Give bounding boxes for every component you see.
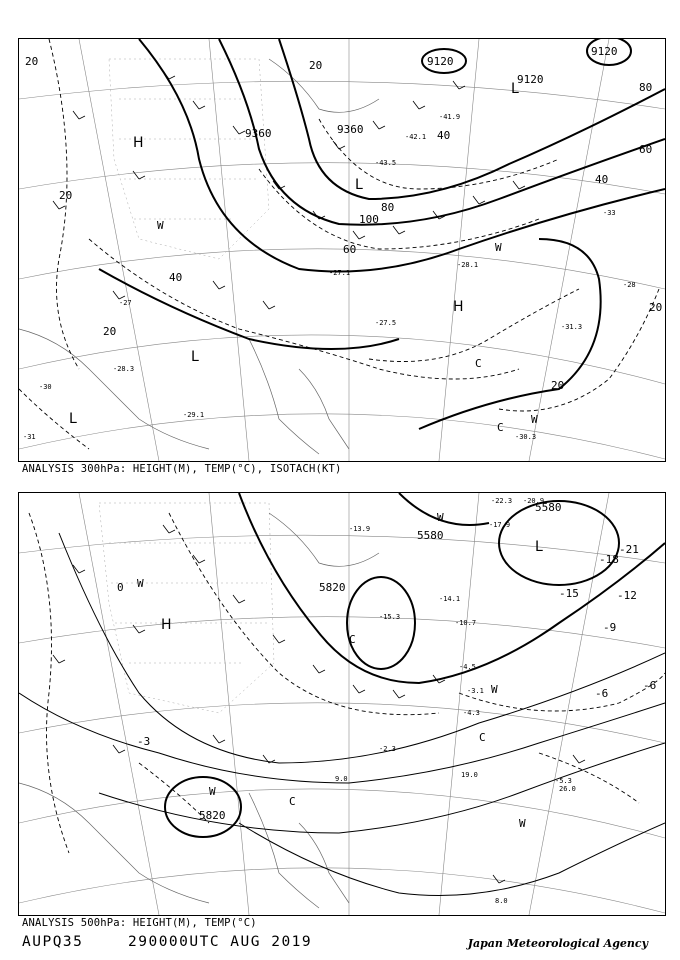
center-w-500-c: W [519, 817, 526, 830]
temp-300-6: -28.3 [113, 365, 135, 373]
wind-barbs-300 [53, 71, 525, 309]
isotherm-label-m9: -9 [603, 621, 617, 634]
isotherm-label-0: 0 [117, 581, 124, 594]
center-w-500-e: W [437, 511, 444, 524]
graticule-300 [19, 39, 665, 461]
temp-500-9: -17.9 [489, 521, 511, 529]
chart-title-500: ANALYSIS 500hPa: HEIGHT(M), TEMP(°C) [22, 917, 257, 929]
height-label-9120-b: 9120 [517, 73, 544, 86]
height-label-5580-b: 5580 [535, 501, 562, 514]
center-w-500-b: W [491, 683, 498, 696]
map-500hpa [18, 492, 666, 916]
temp-500-14: 19.0 [461, 771, 478, 779]
height-contours-500 [165, 493, 665, 837]
graticule-500 [19, 493, 665, 915]
isotherm-label-m15: -15 [559, 587, 579, 600]
wind-barbs-500 [53, 525, 585, 883]
temp-500-11: -2.3 [379, 745, 396, 753]
isotach-label-40-b: 40 [595, 173, 609, 186]
temp-500-5: -5.3 [555, 777, 572, 785]
temp-300-5: -31.3 [561, 323, 583, 331]
temp-500-0: -15.3 [379, 613, 401, 621]
center-w-b: W [495, 241, 502, 254]
center-l-a: L [355, 177, 363, 193]
isotherm-label-m6-b: -6 [595, 687, 609, 700]
temp-500-13: 26.0 [559, 785, 576, 793]
temp-300-12: -27 [119, 299, 132, 307]
isotach-label-20-a: 20 [25, 55, 39, 68]
isotach-label-20-e: 20 [551, 379, 565, 392]
center-w-c: W [531, 413, 538, 426]
hatched-region-500 [99, 503, 274, 713]
isotach-label-80-a: 80 [639, 81, 653, 94]
coastlines-500 [19, 513, 379, 908]
hatched-region-300 [109, 59, 269, 259]
temp-300-9: -43.5 [375, 159, 397, 167]
temp-300-13: -30 [39, 383, 52, 391]
temp-300-11: -28 [623, 281, 636, 289]
temp-dashed-500 [29, 513, 665, 853]
center-l-b: L [191, 349, 199, 365]
temp-500-15: 8.0 [495, 897, 508, 905]
isotach-label-40-c: 40 [169, 271, 183, 284]
center-w-500-d: W [209, 785, 216, 798]
temp-500-7: -22.3 [491, 497, 513, 505]
temp-300-4: -30.3 [515, 433, 537, 441]
temp-500-4: -3.1 [467, 687, 484, 695]
isotach-label-100: 100 [359, 213, 379, 226]
map-500hpa-svg [19, 493, 665, 915]
isotach-label-20-b: 20 [309, 59, 323, 72]
temp-300-10: -33 [603, 209, 616, 217]
isotach-label-40-a: 40 [437, 129, 451, 142]
temp-300-8: -41.9 [439, 113, 461, 121]
center-h-a: H [133, 135, 144, 151]
center-l-d: L [511, 81, 519, 97]
center-l-500: L [535, 539, 543, 555]
height-label-9360-a: 9360 [245, 127, 272, 140]
height-label-9120-c: 9120 [591, 45, 618, 58]
isotherm-label-m3: -3 [137, 735, 151, 748]
chart-title-300: ANALYSIS 300hPa: HEIGHT(M), TEMP(°C), ISOTACH(KT) [22, 463, 342, 475]
isotherm-label-m21: -21 [619, 543, 639, 556]
station-temps-500 [335, 497, 576, 905]
height-label-5820-b: 5820 [319, 581, 346, 594]
temp-500-1: -14.1 [439, 595, 461, 603]
temp-500-6: -4.3 [463, 709, 480, 717]
center-c-500-b: C [479, 731, 486, 744]
temp-500-12: 9.0 [335, 775, 348, 783]
coastlines-300 [19, 59, 379, 454]
isotach-label-80-b: 80 [381, 201, 395, 214]
isotach-label-20-d: 20 [103, 325, 117, 338]
temp-300-2: -27.1 [329, 269, 351, 277]
temp-300-0: -27.5 [375, 319, 397, 327]
isotach-label-60-a: 60 [639, 143, 653, 156]
product-id: AUPQ35 [22, 934, 84, 950]
center-l-c: L [69, 411, 77, 427]
center-w-a: W [157, 219, 164, 232]
map-300hpa [18, 38, 666, 462]
temp-300-14: -31 [23, 433, 36, 441]
isotherm-label-m12: -12 [617, 589, 637, 602]
isotherm-label-m18: -18 [599, 553, 619, 566]
agency-name: Japan Meteorological Agency [467, 937, 648, 950]
height-label-5580-a: 5580 [417, 529, 444, 542]
temp-300-7: -42.1 [405, 133, 427, 141]
center-h-500: H [161, 617, 172, 633]
temp-500-3: -4.5 [459, 663, 476, 671]
center-w-500-a: W [137, 577, 144, 590]
center-h-b: H [453, 299, 464, 315]
isotherm-label-m6-a: -6 [643, 679, 657, 692]
center-c-b: C [497, 421, 504, 434]
center-c-a: C [475, 357, 482, 370]
height-label-9360-b: 9360 [337, 123, 364, 136]
valid-time: 290000UTC AUG 2019 [128, 934, 313, 950]
temp-500-8: -20.9 [523, 497, 545, 505]
isotach-label-20-f: 20 [649, 301, 663, 314]
height-label-9120-a: 9120 [427, 55, 454, 68]
center-c-500-a: C [349, 633, 356, 646]
temp-500-2: -10.7 [455, 619, 477, 627]
isotach-label-60-b: 60 [343, 243, 357, 256]
center-c-500-c: C [289, 795, 296, 808]
temp-500-10: -13.9 [349, 525, 371, 533]
temp-300-1: -28.1 [457, 261, 479, 269]
map-300hpa-svg [19, 39, 665, 461]
height-label-5820-a: 5820 [199, 809, 226, 822]
temp-300-3: -29.1 [183, 411, 205, 419]
isotach-label-20-c: 20 [59, 189, 73, 202]
